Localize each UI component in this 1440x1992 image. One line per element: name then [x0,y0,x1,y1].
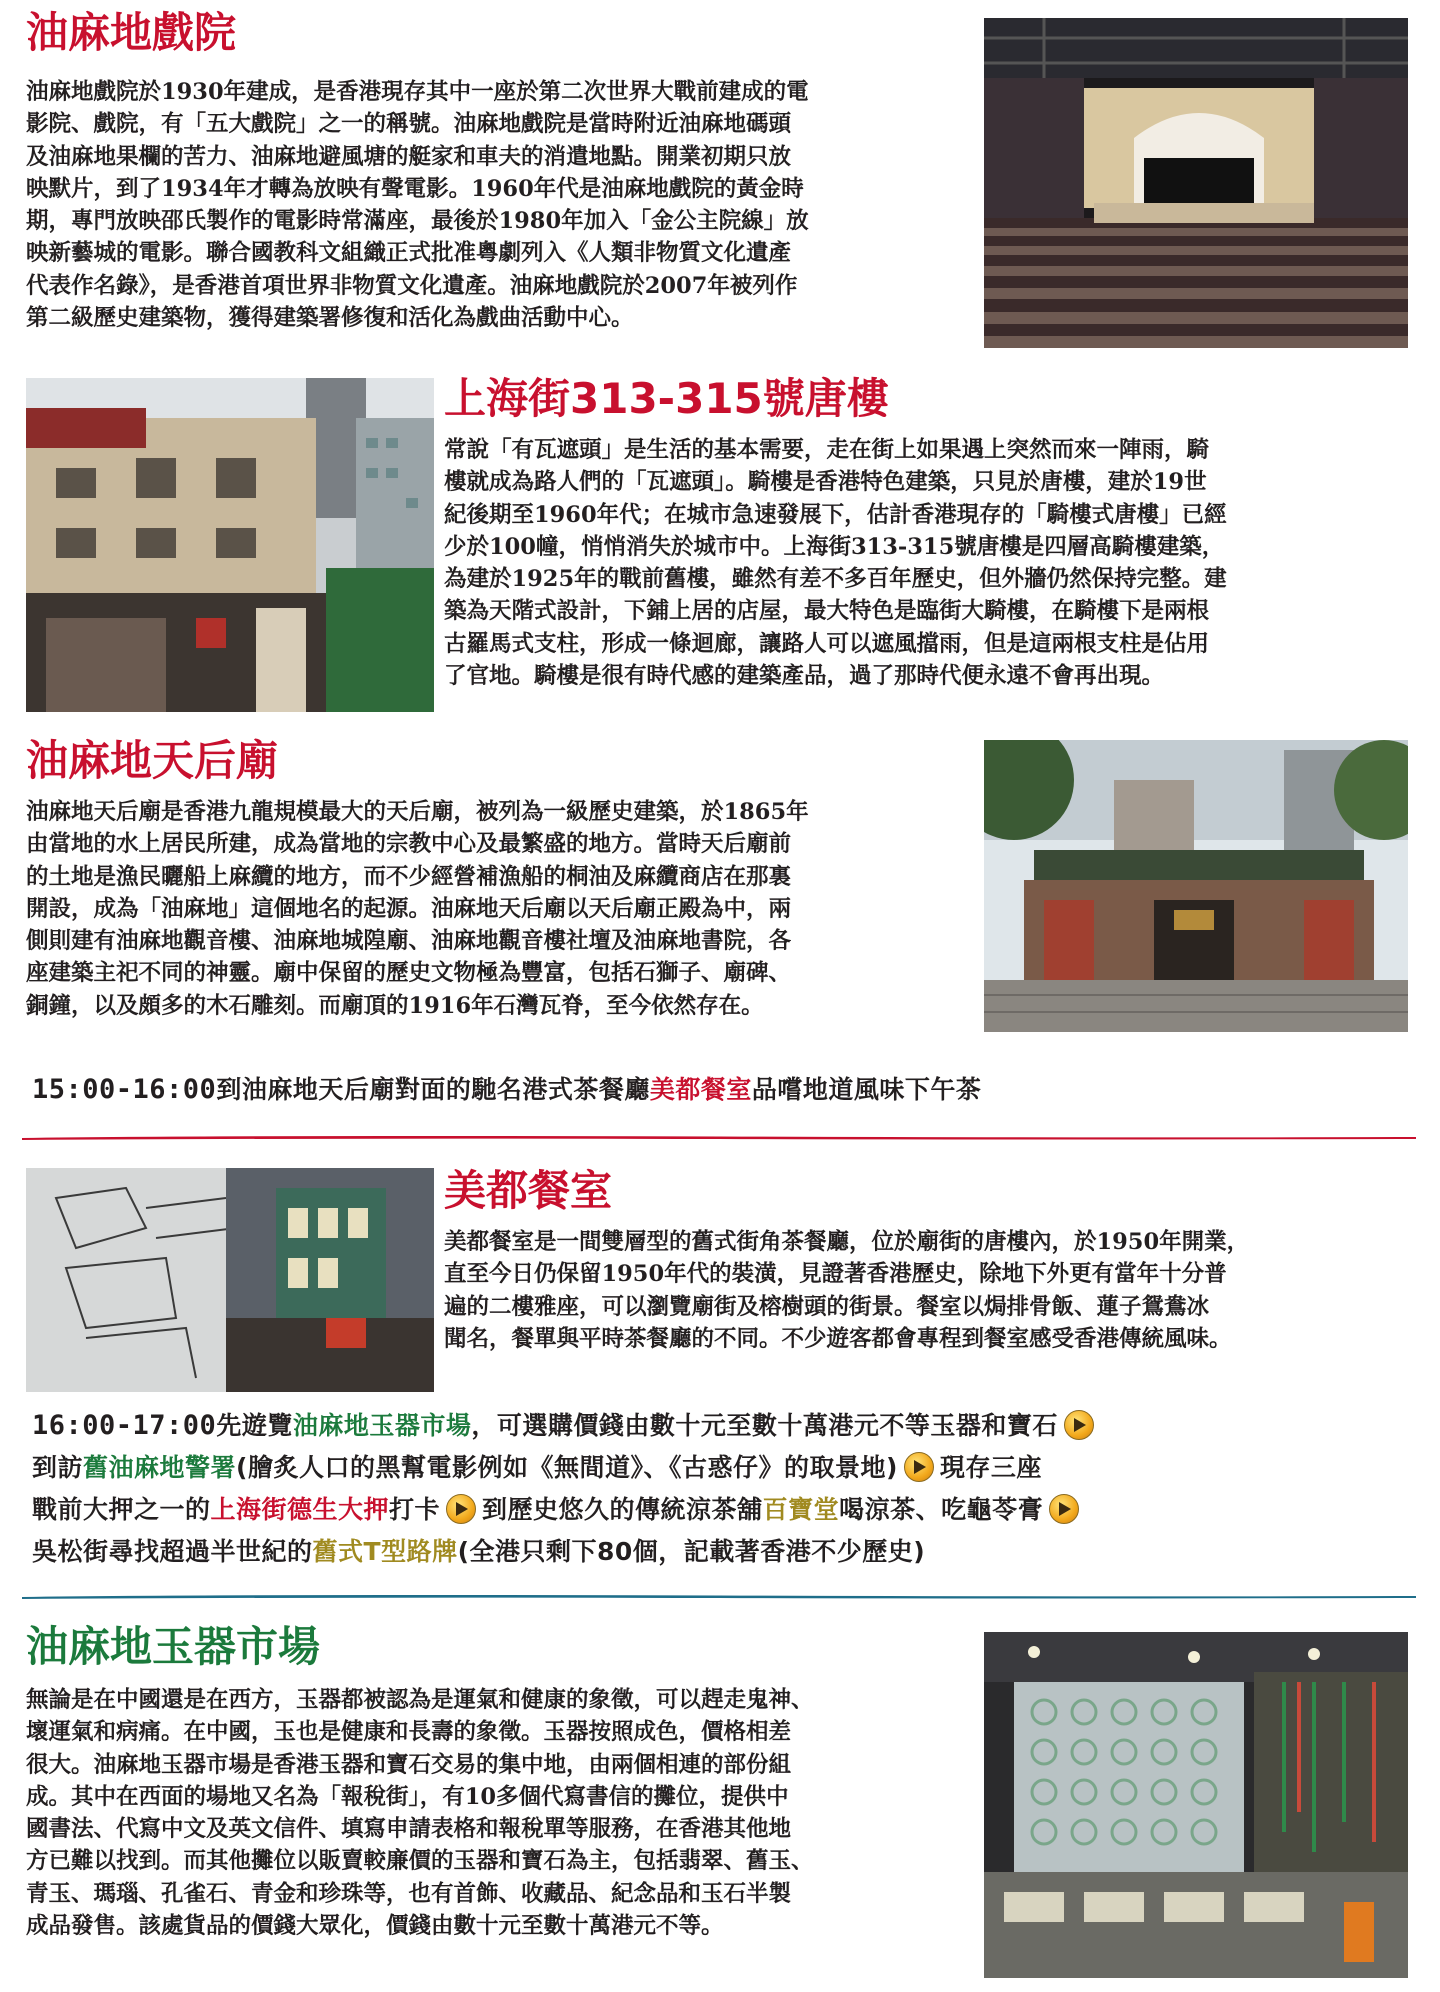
itinerary-line-3 [32,1490,1085,1530]
arrow-icon [1064,1410,1094,1440]
section-title-mido: 美都餐室 [444,1166,613,1215]
paragraph-line: 樓就成為路人們的「瓦遮頭」。騎樓是香港特色建築，只見於唐樓，建於19世 [444,469,1207,496]
itinerary-time: 16:00-17:00 [32,1410,217,1441]
paragraph-line: 聞名，餐單與平時茶餐廳的不同。不少遊客都會專程到餐室感受香港傳統風味。 [444,1325,1232,1352]
paragraph-line: 少於100幢，悄悄消失於城市中。上海街313-315號唐樓是四層高騎樓建築， [444,533,1225,560]
paragraph-line: 美都餐室是一間雙層型的舊式街角茶餐廳，位於廟街的唐樓內，於1950年開業， [444,1229,1250,1255]
itinerary-text: 先遊覽 [216,1411,293,1440]
theatre-description [26,76,976,334]
paragraph-line: 很大。油麻地玉器市場是香港玉器和寶石交易的集中地，由兩個相連的部份組 [26,1751,792,1778]
section-title-tong-lau: 上海街313-315號唐樓 [444,374,889,423]
paragraph-line: 青玉、瑪瑙、孔雀石、青金和珍珠等，也有首飾、收藏品、紀念品和玉石半製 [26,1880,792,1907]
paragraph-line: 國書法、代寫中文及英文信件、填寫申請表格和報稅單等服務，在香港其他地 [26,1816,792,1843]
arrow-icon [446,1494,476,1524]
section-title-temple: 油麻地天后廟 [26,736,279,785]
itinerary-highlight-jade-market: 油麻地玉器市場 [292,1411,472,1440]
itinerary-highlight-police-station: 舊油麻地警署 [83,1453,237,1482]
paragraph-line: 映新藝城的電影。聯合國教科文組織正式批准粵劇列入《人類非物質文化遺產 [26,240,792,267]
itinerary-text: 喝涼茶、吃龜苓膏 [839,1495,1044,1524]
mido-description [444,1226,1412,1355]
afternoon-tea-line [32,1070,981,1110]
paragraph-line: 期，專門放映邵氏製作的電影時常滿座，最後於1980年加入「金公主院線」放 [26,208,809,235]
paragraph-line: 遍的二樓雅座，可以瀏覽廟街及榕樹頭的街景。餐室以焗排骨飯、蓮子鴛鴦冰 [444,1293,1210,1320]
section-title-theatre: 油麻地戲院 [26,8,237,57]
itinerary-line-2 [32,1448,1042,1488]
paragraph-line: 方已難以找到。而其他攤位以販賣較廉價的玉器和寶石為主，包括翡翠、舊玉、 [26,1848,814,1875]
paragraph-line: 第二級歷史建築物，獲得建築署修復和活化為戲曲活動中心。 [26,305,634,332]
paragraph-line: 油麻地天后廟是香港九龍規模最大的天后廟，被列為一級歷史建築，於1865年 [26,799,809,825]
paragraph-line: 的土地是漁民曬船上麻纜的地方，而不少經營補漁船的桐油及麻纜商店在那裏 [26,863,792,890]
itinerary-text: (膾炙人口的黑幫電影例如《無間道》、《古惑仔》的取景地) [236,1453,898,1482]
itinerary-text: 到歷史悠久的傳統涼茶舖 [482,1495,763,1524]
paragraph-line: 壞運氣和病痛。在中國，玉也是健康和長壽的象徵。玉器按照成色，價格相差 [26,1719,792,1746]
itinerary-text: 戰前大押之一的 [32,1495,211,1524]
paragraph-line: 銅鐘，以及頗多的木石雕刻。而廟頂的1916年石灣瓦脊，至今依然存在。 [26,992,764,1019]
paragraph-line: 開設，成為「油麻地」這個地名的起源。油麻地天后廟以天后廟正殿為中，兩 [26,895,792,922]
divider-red [22,1135,1416,1140]
itinerary-line-1 [32,1406,1100,1446]
itinerary-highlight-street-sign: 舊式T型路牌 [312,1537,458,1566]
itinerary-highlight-pawn-shop: 上海街德生大押 [210,1495,390,1524]
paragraph-line: 影院、戲院，有「五大戲院」之一的稱號。油麻地戲院是當時附近油麻地碼頭 [26,111,792,138]
arrow-icon [904,1452,934,1482]
tea-before: 到油麻地天后廟對面的馳名港式茶餐廳 [216,1075,650,1104]
paragraph-line: 常說「有瓦遮頭」是生活的基本需要，走在街上如果遇上突然而來一陣雨，騎 [444,437,1210,463]
mido-cafe-photo [26,1168,434,1392]
theatre-photo [984,18,1408,348]
paragraph-line: 油麻地戲院於1930年建成，是香港現存其中一座於第二次世界大戰前建成的電 [26,79,809,105]
tea-after: 品嚐地道風味下午茶 [751,1075,982,1104]
jade-market-description [26,1684,976,1942]
paragraph-line: 直至今日仍保留1950年代的裝潢，見證著香港歷史，除地下外更有當年十分普 [444,1261,1227,1288]
itinerary-text: (全港只剩下80個，記載著香港不少歷史) [457,1537,926,1566]
jade-market-photo [984,1632,1408,1978]
tong-lau-photo [26,378,434,712]
paragraph-line: 由當地的水上居民所建，成為當地的宗教中心及最繁盛的地方。當時天后廟前 [26,831,792,858]
paragraph-line: 築為天階式設計，下鋪上居的店屋，最大特色是臨街大騎樓，在騎樓下是兩根 [444,598,1210,625]
itinerary-text: 現存三座 [939,1453,1042,1482]
tong-lau-description [444,434,1412,692]
paragraph-line: 代表作名錄》，是香港首項世界非物質文化遺產。油麻地戲院於2007年被列作 [26,272,798,299]
paragraph-line: 為建於1925年的戰前舊樓，雖然有差不多百年歷史，但外牆仍然保持完整。建 [444,566,1227,593]
paragraph-line: 紀後期至1960年代；在城市急速發展下，估計香港現存的「騎樓式唐樓」已經 [444,501,1227,528]
paragraph-line: 了官地。騎樓是很有時代感的建築產品，過了那時代便永遠不會再出現。 [444,663,1165,690]
arrow-icon [1049,1494,1079,1524]
divider-teal [22,1594,1416,1599]
tea-highlight: 美都餐室 [649,1075,752,1104]
section-title-jade-market: 油麻地玉器市場 [26,1622,321,1671]
tea-time: 15:00-16:00 [32,1074,217,1105]
paragraph-line: 及油麻地果欄的苦力、油麻地避風塘的艇家和車夫的消遣地點。開業初期只放 [26,143,792,170]
temple-photo [984,740,1408,1032]
itinerary-text: 吳松街尋找超過半世紀的 [32,1537,313,1566]
itinerary-line-4 [32,1532,925,1572]
paragraph-line: 成品發售。該處貨品的價錢大眾化，價錢由數十元至數十萬港元不等。 [26,1913,724,1940]
itinerary-text: 打卡 [389,1495,441,1524]
paragraph-line: 無論是在中國還是在西方，玉器都被認為是運氣和健康的象徵，可以趕走鬼神、 [26,1687,814,1713]
temple-description [26,796,976,1022]
paragraph-line: 成。其中在西面的場地又名為「報稅街」，有10多個代寫書信的攤位，提供中 [26,1783,789,1810]
itinerary-text: 到訪 [32,1453,84,1482]
paragraph-line: 映默片，到了1934年才轉為放映有聲電影。1960年代是油麻地戲院的黃金時 [26,175,804,202]
paragraph-line: 古羅馬式支柱，形成一條迴廊，讓路人可以遮風擋雨，但是這兩根支柱是佔用 [444,630,1210,657]
paragraph-line: 側則建有油麻地觀音樓、油麻地城隍廟、油麻地觀音樓社壇及油麻地書院，各 [26,928,792,955]
paragraph-line: 座建築主祀不同的神靈。廟中保留的歷史文物極為豐富，包括石獅子、廟碑、 [26,960,792,987]
itinerary-text: ，可選購價錢由數十元至數十萬港元不等玉器和寶石 [471,1411,1058,1440]
itinerary-highlight-herbal-tea: 百寶堂 [762,1495,840,1524]
